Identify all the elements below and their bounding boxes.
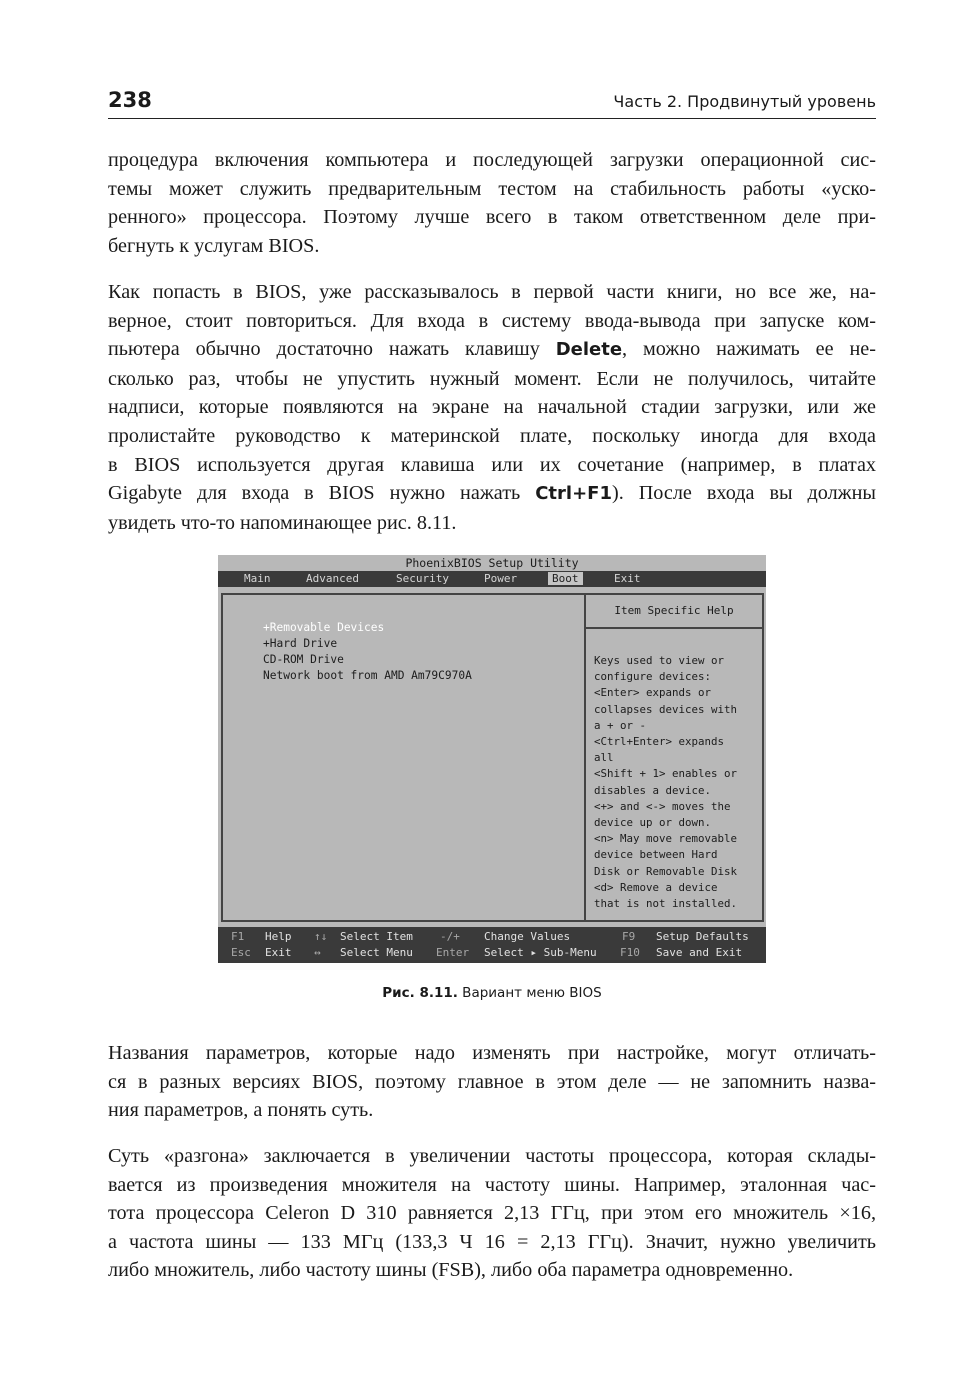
page-number: 238 xyxy=(108,88,152,112)
text-line: ния параметров, а понять суть. xyxy=(108,1099,374,1122)
bios-screenshot-figure xyxy=(218,555,766,963)
text-line: Суть «разгона» заключается в увеличении частоты процессора, которая склады- xyxy=(108,1145,876,1167)
bios-title: PhoenixBIOS Setup Utility xyxy=(405,556,579,570)
running-head: Часть 2. Продвинутый уровень xyxy=(613,92,876,111)
text-fragment: пьютера обычно достаточно нажать клавишу xyxy=(108,338,556,361)
text-line: а частота шины — 133 МГц (133,3 Ч 16 = 2,13 ГГц). Значит, нужно увеличить xyxy=(108,1230,876,1253)
text-line: ся в разных версиях BIOS, поэтому главное в этом деле — не запомнить назва- xyxy=(108,1070,876,1093)
text-line: либо множитель, либо частоту шины (FSB), либо оба параметра одновременно. xyxy=(108,1259,794,1282)
paragraph-3 xyxy=(108,1039,876,1125)
bios-help-text: Keys used to view or configure devices: <Enter> expands or collapses devices with a + or - <Ctrl+Enter> expands all <Shift + 1> enables or disables a device. <+> and <-> moves the device up or down. <n> May move removable device between Hard Disk or Removable Disk <d> Remove a device that is not installed. xyxy=(594,654,738,911)
bios-footer xyxy=(218,927,766,963)
text-line: пролистайте руководство к материнской плате, поскольку иногда для входа xyxy=(108,424,876,447)
footer-save-exit: Save and Exit xyxy=(656,946,743,959)
key-enter: Enter xyxy=(436,946,470,959)
caption-label: Рис. 8.11. xyxy=(382,985,458,1001)
key-up-down: ↑↓ xyxy=(314,930,328,943)
footer-change-values: Change Values xyxy=(484,930,571,943)
footer-select-item: Select Item xyxy=(340,930,413,943)
text-line: темы может служить предварительным тестом на стабильность работы «уско- xyxy=(108,177,876,200)
bios-menu-main: Main xyxy=(244,572,271,585)
key-ctrl-f1: Ctrl+F1 xyxy=(535,483,612,505)
boot-item-network-boot: Network boot from AMD Am79C970A xyxy=(263,669,472,682)
text-line: верное, стоит повториться. Для входа в систему ввода-вывода при запуске ком- xyxy=(108,309,876,332)
figure-caption xyxy=(108,985,876,1001)
bios-menu-security: Security xyxy=(396,572,449,585)
key-f10: F10 xyxy=(620,946,640,959)
text-line: вается из произведения множителя на частоту шины. Например, эталонная час- xyxy=(108,1173,876,1196)
text-line: ренного» процессора. Поэтому лучше всего в таком ответственном деле при- xyxy=(108,206,876,229)
boot-item-hard-drive: +Hard Drive xyxy=(263,637,338,650)
footer-select-menu: Select Menu xyxy=(340,946,413,959)
text-line: надписи, которые появляются на экране на начальной стадии загрузки, или же xyxy=(108,396,876,419)
bios-menu-bar xyxy=(218,571,766,587)
caption-text: Вариант меню BIOS xyxy=(457,985,602,1001)
text-line: процедура включения компьютера и последующей загрузки операционной сис- xyxy=(108,149,876,171)
text-line xyxy=(108,479,876,509)
text-line: тота процессора Celeron D 310 равняется 2,13 ГГц, при этом его множитель ×16, xyxy=(108,1202,876,1225)
bios-menu-advanced: Advanced xyxy=(306,572,359,585)
bios-help-panel xyxy=(584,593,764,922)
footer-help: Help xyxy=(265,930,292,943)
paragraph-4 xyxy=(108,1142,876,1285)
text-line: сколько раз, чтобы не упустить нужный момент. Если не получилось, читайте xyxy=(108,367,876,390)
bios-menu-power: Power xyxy=(484,572,518,585)
text-fragment: , можно нажимать ее не- xyxy=(622,338,876,361)
key-f9: F9 xyxy=(622,930,636,943)
key-left-right: ↔ xyxy=(314,946,321,959)
boot-item-removable-devices: +Removable Devices xyxy=(263,621,385,634)
footer-exit: Exit xyxy=(265,946,292,959)
bios-help-title: Item Specific Help xyxy=(586,595,762,629)
key-delete: Delete xyxy=(555,339,623,361)
bios-menu-boot: Boot xyxy=(548,572,583,585)
page-header xyxy=(108,88,876,119)
text-line: Как попасть в BIOS, уже рассказывалось в первой части книги, но все же, на- xyxy=(108,281,876,303)
text-line: в BIOS используется другая клавиша или их сочетание (например, в платах xyxy=(108,453,876,476)
paragraph-2 xyxy=(108,278,876,537)
text-line xyxy=(108,335,876,365)
text-line: бегнуть к услугам BIOS. xyxy=(108,234,320,257)
footer-select-sub-menu: Select ▸ Sub-Menu xyxy=(484,946,597,959)
text-fragment: Gigabyte для входа в BIOS нужно нажать xyxy=(108,482,536,505)
text-line: Названия параметров, которые надо изменять при настройке, могут отличать- xyxy=(108,1042,876,1064)
bios-menu-exit: Exit xyxy=(614,572,641,585)
paragraph-1 xyxy=(108,146,876,260)
bios-boot-panel xyxy=(221,593,584,922)
footer-setup-defaults: Setup Defaults xyxy=(656,930,749,943)
key-f1: F1 xyxy=(231,930,245,943)
boot-item-cdrom-drive: CD-ROM Drive xyxy=(263,653,344,666)
text-line: увидеть что-то напоминающее рис. 8.11. xyxy=(108,511,457,534)
key-minus-plus: -/+ xyxy=(440,930,460,943)
text-fragment: ). После входа вы должны xyxy=(611,482,876,505)
key-esc: Esc xyxy=(231,946,251,959)
